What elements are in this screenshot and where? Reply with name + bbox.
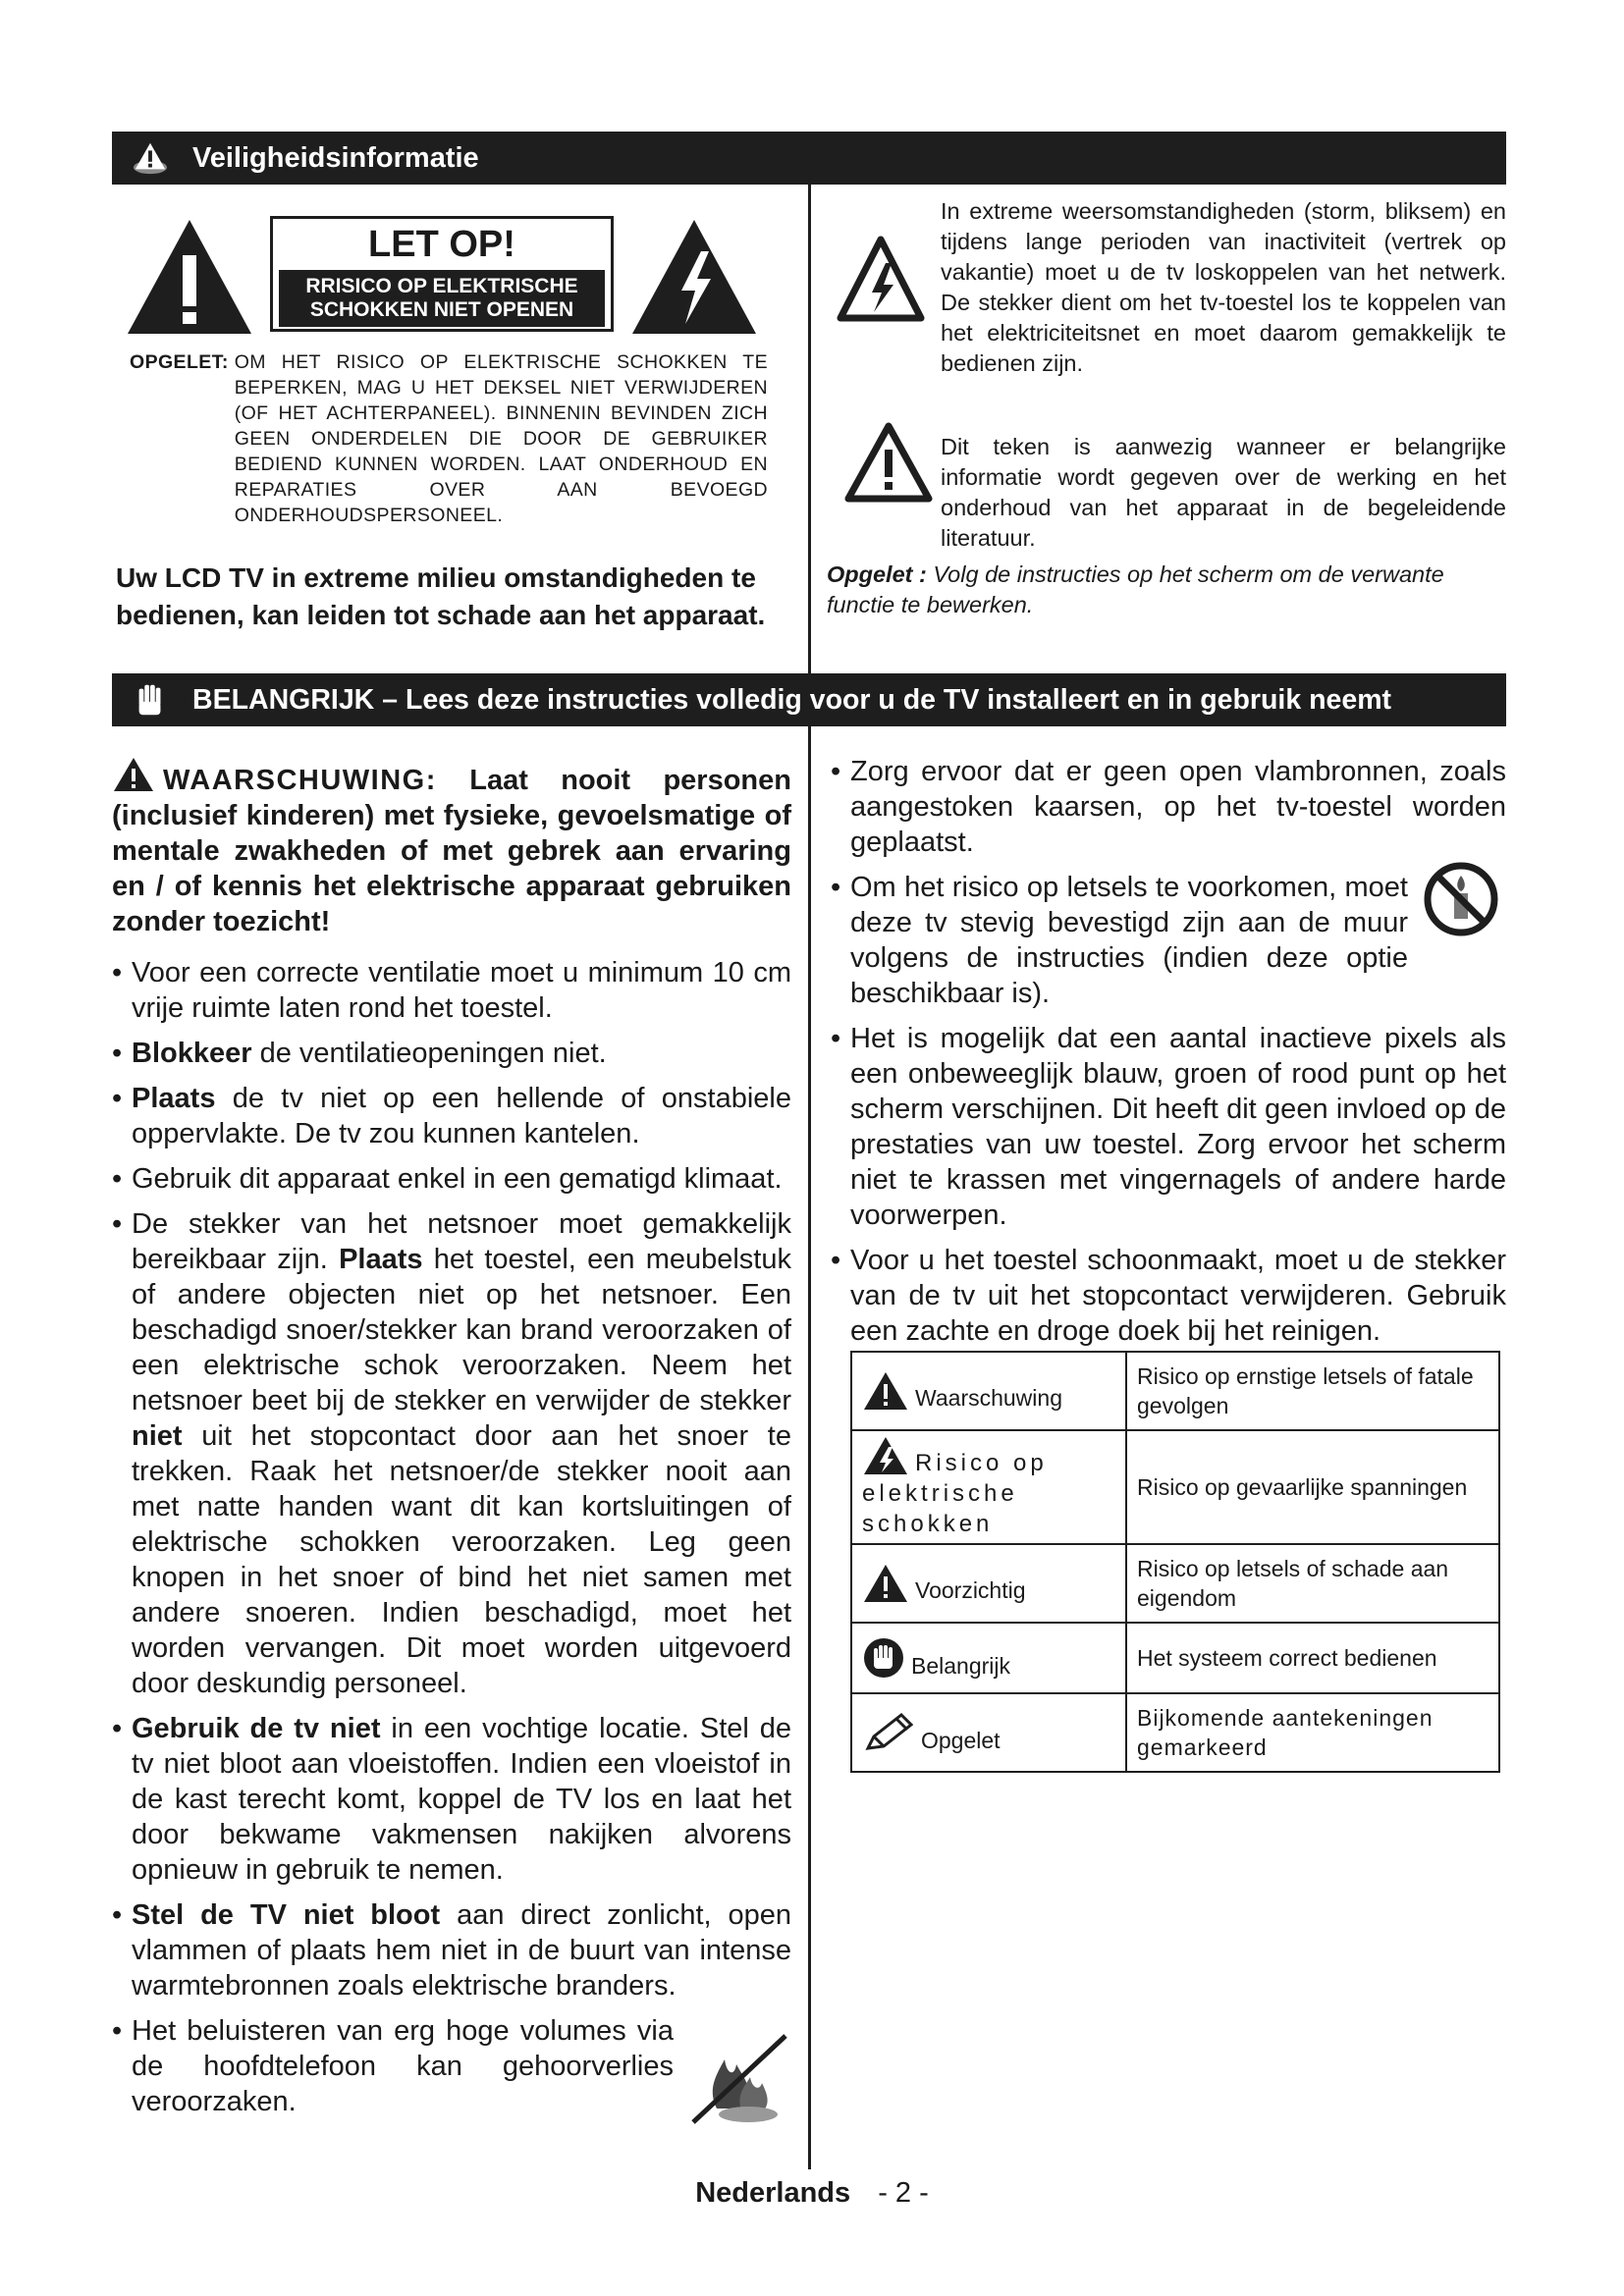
- list-item: [112, 1711, 791, 1888]
- hand-stop-icon: [862, 1636, 905, 1680]
- legend-desc: Risico op gevaarlijke spanningen: [1137, 1474, 1468, 1500]
- list-item-bold: Blokkeer: [132, 1038, 252, 1069]
- right-instructions-list: [831, 754, 1506, 1349]
- list-item-text: in een vochtige locatie. Stel de tv niet bloot aan vloeistoffen. Indien een vloeistof in de kast terecht komt, koppel de TV los en laat het door bekwame vakmensen nakijken alvorens opnieuw in gebruik te nemen.: [132, 1713, 791, 1886]
- list-item: [112, 1206, 791, 1701]
- legend-desc-cell: [1126, 1693, 1499, 1772]
- list-item-text: de tv niet op een hellende of onstabiele oppervlakte. De tv zou kunnen kantelen.: [132, 1083, 791, 1149]
- list-item: [831, 1243, 1506, 1349]
- list-item: [112, 955, 791, 1026]
- list-item-text: uit het stopcontact door aan het snoer te trekken. Raak het netsnoer/de stekker nooit aan met natte handen want dit kan kortsluitingen of elektrische schokken veroorzaken. Leg geen knopen in het snoer of bind het niet samen met andere snoeren. Indien beschadigd, moet het worden vervangen. Dit moet worden uitgevoerd door deskundig personeel.: [132, 1420, 791, 1699]
- table-row: [851, 1430, 1499, 1544]
- lightning-triangle-icon: [630, 218, 758, 336]
- footer-language: Nederlands: [695, 2177, 851, 2209]
- right-column: [831, 754, 1506, 1359]
- legend-label-cell: [851, 1352, 1126, 1430]
- list-item: [831, 1021, 1506, 1233]
- column-divider-top: [808, 185, 811, 673]
- pencil-icon: [862, 1711, 915, 1754]
- column-divider-bottom: [808, 726, 811, 2169]
- warning-label: WAARSCHUWING:: [163, 765, 437, 796]
- safety-header: [112, 132, 1506, 185]
- extreme-conditions-warning: Uw LCD TV in extreme milieu omstandigheden te bedienen, kan leiden tot schade aan het apparaat.: [116, 562, 766, 630]
- list-item: [112, 1081, 791, 1151]
- warning-paragraph: [112, 756, 791, 939]
- list-item: [112, 1036, 791, 1071]
- list-item-bold: Gebruik de tv niet: [132, 1713, 381, 1744]
- legend-desc-cell: [1126, 1430, 1499, 1544]
- no-fire-icon: [687, 2030, 790, 2128]
- important-info-text: Dit teken is aanwezig wanneer er belangrijke informatie wordt gegeven over de werking en het onderhoud van het apparaat in de begeleidende literatuur.: [941, 434, 1506, 551]
- important-header: [112, 673, 1506, 726]
- list-item-text: Voor een correcte ventilatie moet u minimum 10 cm vrije ruimte laten rond het toestel.: [132, 957, 791, 1024]
- exclamation-outline-icon: [844, 420, 933, 505]
- exclamation-triangle-icon: [126, 218, 253, 336]
- letop-box: [270, 216, 614, 332]
- list-item-bold: niet: [132, 1420, 183, 1452]
- legend-label: Opgelet: [921, 1727, 1001, 1753]
- list-item: [112, 1897, 791, 2003]
- list-item-text: de ventilatieopeningen niet.: [251, 1038, 607, 1069]
- important-header-title: BELANGRIJK – Lees deze instructies volledig voor u de TV installeert en in gebruik neemt: [192, 683, 1392, 716]
- letop-title: LET OP!: [368, 224, 515, 265]
- legend-desc-cell: [1126, 1544, 1499, 1623]
- table-row: [851, 1544, 1499, 1623]
- page-footer: [0, 2177, 1624, 2210]
- legend-desc-cell: [1126, 1352, 1499, 1430]
- symbol-legend-table: [850, 1351, 1500, 1773]
- warning-text: Laat nooit personen (inclusief kinderen) met fysieke, gevoelsmatige of mentale zwakheden of met gebrek aan ervaring en / of kennis het elektrische apparaat gebruiken zonder toezicht!: [112, 765, 791, 937]
- list-item-text: Het is mogelijk dat een aantal inactieve pixels als een onbeweeglijk blauw, groen of rood punt op het scherm verschijnen. Dit heeft dit geen invloed op de prestaties van uw toestel. Zorg ervoor het scherm niet te krassen met vingernagels of andere harde voorwerpen.: [850, 1023, 1506, 1231]
- list-item-text: Het beluisteren van erg hoge volumes via de hoofdtelefoon kan gehoorverlies veroorzaken.: [132, 2015, 674, 2117]
- list-item-text: Voor u het toestel schoonmaakt, moet u de stekker van de tv uit het stopcontact verwijderen. Gebruik een zachte en droge doek bij het reinigen.: [850, 1245, 1506, 1347]
- list-item: [112, 1161, 791, 1197]
- table-row: [851, 1693, 1499, 1772]
- list-item-text: Zorg ervoor dat er geen open vlambronnen, zoals aangestoken kaarsen, op het tv-toestel worden geplaatst.: [850, 756, 1506, 858]
- lightning-outline-icon: [837, 234, 925, 324]
- legend-desc: Risico op ernstige letsels of fatale gevolgen: [1137, 1363, 1474, 1418]
- list-item-text: Gebruik dit apparaat enkel in een gematigd klimaat.: [132, 1163, 783, 1195]
- note-text: [827, 560, 1506, 620]
- caution-text: OM HET RISICO OP ELEKTRISCHE SCHOKKEN TE BEPERKEN, MAG U HET DEKSEL NIET VERWIJDEREN (OF HET ACHTERPANEEL). BINNENIN BEVINDEN ZICH GEEN ONDERDELEN DIE DOOR DE GEBRUIKER BEDIEND KUNNEN WORDEN. LAAT ONDERHOUD EN REPARATIES OVER AAN BEVOEGD ONDERHOUDSPERSONEEL.: [234, 351, 768, 526]
- list-item-text: het toestel, een meubelstuk of andere objecten niet op het netsnoer. Een beschadigd snoer/stekker kan brand veroorzaken of een elektrische schok veroorzaken. Neem het netsnoer beet bij de stekker en verwijder de stekker: [132, 1244, 791, 1416]
- table-row: [851, 1352, 1499, 1430]
- list-item-bold: Stel de TV niet bloot: [132, 1899, 441, 1931]
- safety-header-title: Veiligheidsinformatie: [192, 141, 479, 174]
- legend-label: Risico op elektrische schokken: [862, 1450, 1048, 1537]
- legend-label-cell: [851, 1623, 1126, 1693]
- legend-label-cell: [851, 1693, 1126, 1772]
- legend-label-cell: [851, 1544, 1126, 1623]
- left-column: [112, 756, 791, 2129]
- caution-block: [130, 349, 768, 528]
- note-body: Volg de instructies op het scherm om de verwante functie te bewerken.: [827, 561, 1444, 617]
- legend-desc: Het systeem correct bedienen: [1137, 1645, 1437, 1671]
- legend-label: Belangrijk: [911, 1652, 1010, 1679]
- list-item: [831, 754, 1506, 860]
- legend-label-cell: [851, 1430, 1126, 1544]
- list-item-text: Om het risico op letsels te voorkomen, moet deze tv stevig bevestigd zijn aan de muur volgens de instructies (indien deze optie beschikbaar is).: [850, 872, 1408, 1009]
- letop-subtitle: RRISICO OP ELEKTRISCHE SCHOKKEN NIET OPENEN: [279, 270, 605, 327]
- list-item: [831, 870, 1506, 1011]
- list-item-bold: Plaats: [339, 1244, 423, 1275]
- legend-desc: Bijkomende aantekeningen gemarkeerd: [1137, 1705, 1434, 1760]
- page-number: - 2 -: [878, 2177, 929, 2209]
- warning-triangle-icon: [132, 139, 169, 177]
- left-instructions-list: [112, 955, 791, 2119]
- list-item-text: De stekker van het netsnoer moet gemakkelijk bereikbaar zijn.: [132, 1208, 791, 1275]
- table-row: [851, 1623, 1499, 1693]
- lightning-warning-icon: [862, 1435, 909, 1476]
- list-item-bold: Plaats: [132, 1083, 216, 1114]
- legend-label: Voorzichtig: [915, 1576, 1026, 1603]
- legend-label: Waarschuwing: [915, 1384, 1062, 1411]
- no-candle-icon: [1422, 860, 1500, 938]
- list-item-text: aan direct zonlicht, open vlammen of plaats hem niet in de buurt van intense warmtebronnen zoals elektrische branders.: [132, 1899, 791, 2002]
- legend-desc-cell: [1126, 1623, 1499, 1693]
- hand-icon: [132, 681, 169, 719]
- caution-icon: [862, 1563, 909, 1604]
- warning-icon: [112, 756, 155, 793]
- lightning-info-text: In extreme weersomstandigheden (storm, bliksem) en tijdens lange perioden van inactiviteit (vertrek op vakantie) moet u de tv loskoppelen van het netwerk. De stekker dient om het tv-toestel los te koppelen van het elektriciteitsnet en moet daarom gemakkelijk te bedienen zijn.: [941, 198, 1506, 376]
- caution-label: OPGELET:: [130, 351, 229, 373]
- legend-desc: Risico op letsels of schade aan eigendom: [1137, 1556, 1449, 1611]
- warning-icon: [862, 1370, 909, 1412]
- note-label: Opgelet :: [827, 561, 927, 587]
